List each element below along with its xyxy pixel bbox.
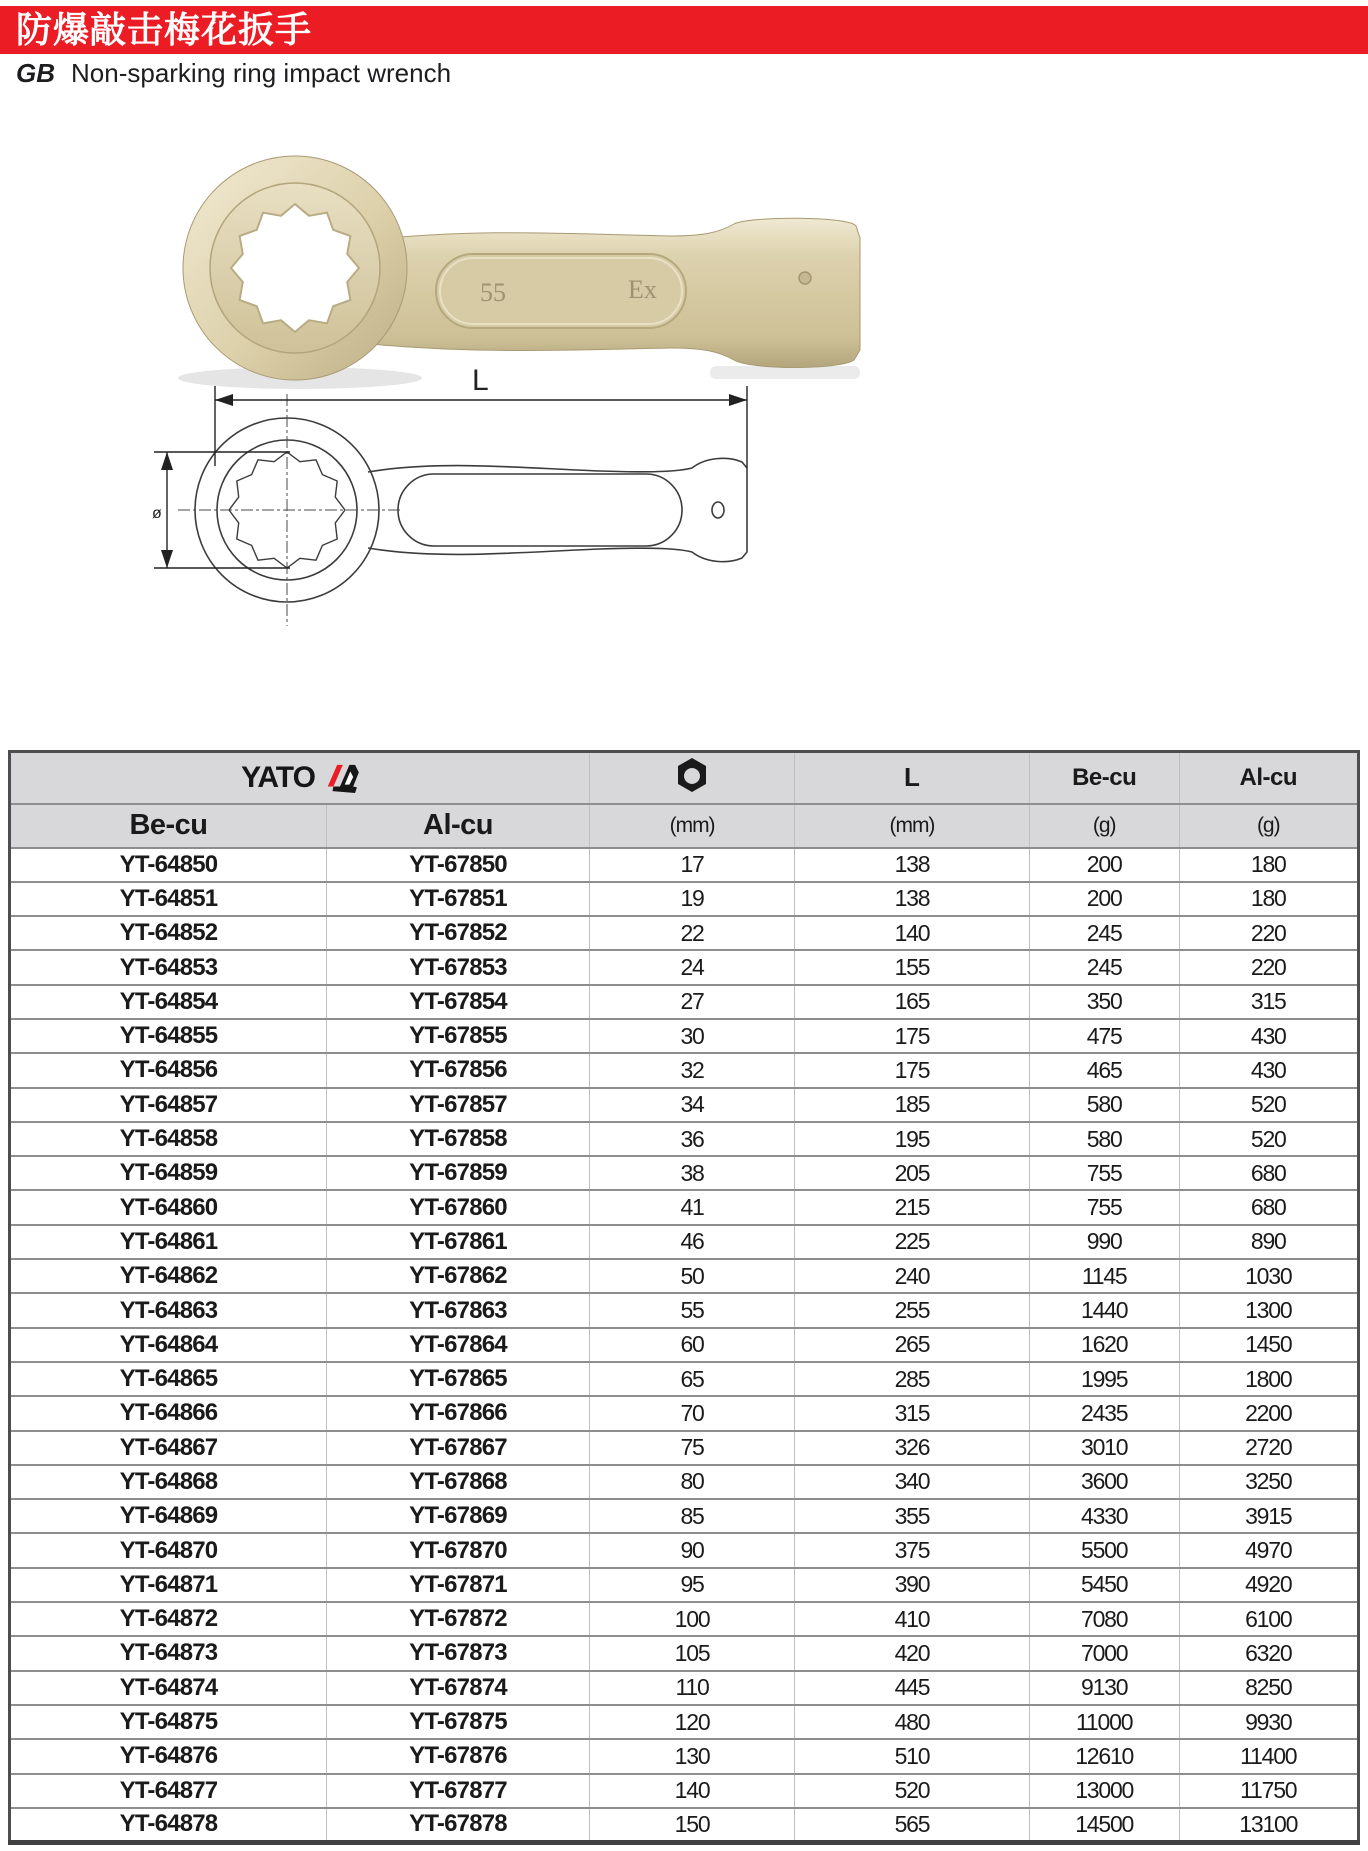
cell-length-mm: 315 <box>795 1396 1030 1430</box>
cell-length-mm: 215 <box>795 1190 1030 1224</box>
alcu-unit-header: (g) <box>1179 804 1358 848</box>
cell-size-mm: 22 <box>590 916 795 950</box>
cell-becu-code: YT-64867 <box>10 1431 327 1465</box>
cell-alcu-weight: 1450 <box>1179 1328 1358 1362</box>
cell-alcu-weight: 13100 <box>1179 1808 1358 1842</box>
cell-becu-code: YT-64875 <box>10 1705 327 1739</box>
cell-alcu-weight: 180 <box>1179 848 1358 882</box>
table-row <box>10 1122 1359 1156</box>
table-row <box>10 1396 1359 1430</box>
table-row <box>10 950 1359 984</box>
cell-alcu-weight: 11400 <box>1179 1739 1358 1773</box>
cell-becu-weight: 245 <box>1029 950 1179 984</box>
cell-becu-weight: 580 <box>1029 1088 1179 1122</box>
cell-becu-weight: 5500 <box>1029 1533 1179 1567</box>
cell-size-mm: 50 <box>590 1259 795 1293</box>
cell-becu-weight: 1620 <box>1029 1328 1179 1362</box>
cell-alcu-code: YT-67876 <box>327 1739 590 1773</box>
cell-alcu-code: YT-67853 <box>327 950 590 984</box>
cell-becu-code: YT-64873 <box>10 1636 327 1670</box>
cell-length-mm: 155 <box>795 950 1030 984</box>
size-unit-header: (mm) <box>590 804 795 848</box>
cell-becu-weight: 475 <box>1029 1019 1179 1053</box>
hex-nut-icon <box>675 757 709 793</box>
cell-size-mm: 75 <box>590 1431 795 1465</box>
cell-length-mm: 445 <box>795 1671 1030 1705</box>
cell-becu-code: YT-64871 <box>10 1568 327 1602</box>
table-row <box>10 882 1359 916</box>
table-row <box>10 916 1359 950</box>
cell-length-mm: 175 <box>795 1019 1030 1053</box>
cell-alcu-code: YT-67852 <box>327 916 590 950</box>
cell-alcu-code: YT-67850 <box>327 848 590 882</box>
cell-size-mm: 100 <box>590 1602 795 1636</box>
cell-becu-weight: 14500 <box>1029 1808 1179 1842</box>
arrow-right <box>729 394 747 406</box>
cell-becu-code: YT-64859 <box>10 1156 327 1190</box>
cell-size-mm: 65 <box>590 1362 795 1396</box>
cell-alcu-code: YT-67861 <box>327 1225 590 1259</box>
subtitle-line <box>16 58 451 88</box>
table-row <box>10 1705 1359 1739</box>
wrench-dimple <box>799 272 811 284</box>
table-row <box>10 1088 1359 1122</box>
arrow-left <box>215 394 233 406</box>
cell-becu-weight: 7000 <box>1029 1636 1179 1670</box>
cell-size-mm: 41 <box>590 1190 795 1224</box>
cell-length-mm: 410 <box>795 1602 1030 1636</box>
table-row <box>10 1499 1359 1533</box>
cell-becu-code: YT-64878 <box>10 1808 327 1842</box>
cell-alcu-weight: 11750 <box>1179 1774 1358 1808</box>
diagram-panel <box>398 474 682 546</box>
cell-size-mm: 38 <box>590 1156 795 1190</box>
cell-alcu-weight: 520 <box>1179 1122 1358 1156</box>
cell-size-mm: 130 <box>590 1739 795 1773</box>
cell-alcu-weight: 680 <box>1179 1156 1358 1190</box>
cell-alcu-code: YT-67875 <box>327 1705 590 1739</box>
product-photo <box>150 128 870 403</box>
cell-becu-weight: 3010 <box>1029 1431 1179 1465</box>
cell-alcu-code: YT-67878 <box>327 1808 590 1842</box>
cell-alcu-weight: 220 <box>1179 950 1358 984</box>
cell-length-mm: 205 <box>795 1156 1030 1190</box>
cell-becu-code: YT-64866 <box>10 1396 327 1430</box>
table-row <box>10 1431 1359 1465</box>
cell-alcu-weight: 2720 <box>1179 1431 1358 1465</box>
cell-alcu-code: YT-67855 <box>327 1019 590 1053</box>
cell-alcu-weight: 430 <box>1179 1053 1358 1087</box>
cell-alcu-weight: 9930 <box>1179 1705 1358 1739</box>
cell-length-mm: 240 <box>795 1259 1030 1293</box>
cell-becu-weight: 11000 <box>1029 1705 1179 1739</box>
cell-alcu-code: YT-67868 <box>327 1465 590 1499</box>
stamp-ex: Ex <box>628 275 657 304</box>
page-subtitle: Non-sparking ring impact wrench <box>71 58 452 88</box>
table-row <box>10 1019 1359 1053</box>
table-row <box>10 1328 1359 1362</box>
cell-alcu-weight: 680 <box>1179 1190 1358 1224</box>
cell-size-mm: 17 <box>590 848 795 882</box>
cell-becu-weight: 990 <box>1029 1225 1179 1259</box>
cell-becu-weight: 13000 <box>1029 1774 1179 1808</box>
cell-size-mm: 27 <box>590 985 795 1019</box>
cell-becu-code: YT-64855 <box>10 1019 327 1053</box>
cell-becu-code: YT-64854 <box>10 985 327 1019</box>
cell-alcu-code: YT-67870 <box>327 1533 590 1567</box>
cell-becu-code: YT-64865 <box>10 1362 327 1396</box>
stamp-size: 55 <box>480 278 506 307</box>
table-row <box>10 1636 1359 1670</box>
cell-alcu-weight: 1300 <box>1179 1293 1358 1327</box>
cell-becu-weight: 1440 <box>1029 1293 1179 1327</box>
cell-length-mm: 285 <box>795 1362 1030 1396</box>
dim-L-label: L <box>472 368 489 397</box>
cell-size-mm: 85 <box>590 1499 795 1533</box>
cell-becu-code: YT-64876 <box>10 1739 327 1773</box>
cell-length-mm: 225 <box>795 1225 1030 1259</box>
cell-becu-code: YT-64853 <box>10 950 327 984</box>
cell-length-mm: 185 <box>795 1088 1030 1122</box>
spec-table <box>8 750 1360 1845</box>
table-row <box>10 985 1359 1019</box>
cell-becu-code: YT-64870 <box>10 1533 327 1567</box>
becu-unit-header: (g) <box>1029 804 1179 848</box>
cell-becu-weight: 580 <box>1029 1122 1179 1156</box>
table-row <box>10 1568 1359 1602</box>
cell-alcu-code: YT-67851 <box>327 882 590 916</box>
cell-length-mm: 565 <box>795 1808 1030 1842</box>
cell-alcu-weight: 430 <box>1179 1019 1358 1053</box>
cell-becu-code: YT-64868 <box>10 1465 327 1499</box>
cell-alcu-code: YT-67877 <box>327 1774 590 1808</box>
cell-length-mm: 326 <box>795 1431 1030 1465</box>
cell-becu-code: YT-64858 <box>10 1122 327 1156</box>
table-row <box>10 1053 1359 1087</box>
cell-size-mm: 140 <box>590 1774 795 1808</box>
cell-size-mm: 30 <box>590 1019 795 1053</box>
diagram-hole <box>712 502 724 518</box>
becu-weight-header-cell: Be-cu <box>1029 752 1179 804</box>
cell-becu-code: YT-64877 <box>10 1774 327 1808</box>
page-title: 防爆敲击梅花扳手 <box>16 9 313 50</box>
cell-becu-weight: 350 <box>1029 985 1179 1019</box>
cell-becu-weight: 7080 <box>1029 1602 1179 1636</box>
arrow-down <box>161 550 173 568</box>
cell-alcu-weight: 4920 <box>1179 1568 1358 1602</box>
cell-alcu-weight: 4970 <box>1179 1533 1358 1567</box>
cell-size-mm: 34 <box>590 1088 795 1122</box>
cell-length-mm: 265 <box>795 1328 1030 1362</box>
cell-alcu-code: YT-67874 <box>327 1671 590 1705</box>
cell-alcu-code: YT-67859 <box>327 1156 590 1190</box>
cell-alcu-code: YT-67863 <box>327 1293 590 1327</box>
table-row <box>10 1739 1359 1773</box>
cell-becu-weight: 9130 <box>1029 1671 1179 1705</box>
table-row <box>10 1225 1359 1259</box>
cell-alcu-code: YT-67857 <box>327 1088 590 1122</box>
cell-alcu-code: YT-67864 <box>327 1328 590 1362</box>
table-row <box>10 1362 1359 1396</box>
cell-length-mm: 165 <box>795 985 1030 1019</box>
cell-size-mm: 24 <box>590 950 795 984</box>
alcu-weight-header-cell: Al-cu <box>1179 752 1358 804</box>
cell-alcu-code: YT-67873 <box>327 1636 590 1670</box>
cell-alcu-code: YT-67866 <box>327 1396 590 1430</box>
dim-d-label: ø <box>152 505 162 522</box>
cell-size-mm: 32 <box>590 1053 795 1087</box>
cell-becu-code: YT-64864 <box>10 1328 327 1362</box>
cell-becu-weight: 755 <box>1029 1156 1179 1190</box>
cell-length-mm: 420 <box>795 1636 1030 1670</box>
cell-alcu-code: YT-67858 <box>327 1122 590 1156</box>
cell-becu-weight: 200 <box>1029 882 1179 916</box>
cell-size-mm: 36 <box>590 1122 795 1156</box>
cell-becu-code: YT-64862 <box>10 1259 327 1293</box>
cell-becu-weight: 245 <box>1029 916 1179 950</box>
language-code: GB <box>16 58 55 88</box>
cell-alcu-code: YT-67862 <box>327 1259 590 1293</box>
table-row <box>10 1533 1359 1567</box>
table-row <box>10 1190 1359 1224</box>
cell-alcu-weight: 890 <box>1179 1225 1358 1259</box>
cell-alcu-code: YT-67871 <box>327 1568 590 1602</box>
table-header-row-2 <box>10 804 1359 848</box>
cell-becu-code: YT-64850 <box>10 848 327 882</box>
cell-length-mm: 520 <box>795 1774 1030 1808</box>
brand-name: YATO <box>241 760 315 794</box>
arrow-up <box>161 452 173 470</box>
cell-length-mm: 510 <box>795 1739 1030 1773</box>
cell-becu-code: YT-64872 <box>10 1602 327 1636</box>
cell-alcu-weight: 3250 <box>1179 1465 1358 1499</box>
cell-alcu-weight: 220 <box>1179 916 1358 950</box>
yato-logo-icon <box>321 762 359 794</box>
cell-length-mm: 138 <box>795 848 1030 882</box>
table-row <box>10 1671 1359 1705</box>
cell-becu-code: YT-64869 <box>10 1499 327 1533</box>
cell-size-mm: 19 <box>590 882 795 916</box>
cell-size-mm: 80 <box>590 1465 795 1499</box>
cell-alcu-weight: 315 <box>1179 985 1358 1019</box>
table-row <box>10 1259 1359 1293</box>
cell-alcu-weight: 1030 <box>1179 1259 1358 1293</box>
cell-alcu-code: YT-67854 <box>327 985 590 1019</box>
cell-length-mm: 340 <box>795 1465 1030 1499</box>
cell-size-mm: 90 <box>590 1533 795 1567</box>
cell-becu-weight: 200 <box>1029 848 1179 882</box>
cell-alcu-weight: 2200 <box>1179 1396 1358 1430</box>
cell-length-mm: 255 <box>795 1293 1030 1327</box>
cell-becu-weight: 4330 <box>1029 1499 1179 1533</box>
cell-alcu-code: YT-67867 <box>327 1431 590 1465</box>
table-row <box>10 1774 1359 1808</box>
cell-becu-code: YT-64856 <box>10 1053 327 1087</box>
cell-becu-code: YT-64861 <box>10 1225 327 1259</box>
cell-size-mm: 95 <box>590 1568 795 1602</box>
table-row <box>10 1808 1359 1842</box>
cell-becu-code: YT-64860 <box>10 1190 327 1224</box>
table-row <box>10 1293 1359 1327</box>
cell-alcu-weight: 6320 <box>1179 1636 1358 1670</box>
cell-becu-weight: 12610 <box>1029 1739 1179 1773</box>
cell-length-mm: 480 <box>795 1705 1030 1739</box>
cell-length-mm: 195 <box>795 1122 1030 1156</box>
table-header-row-1 <box>10 752 1359 804</box>
table-row <box>10 1465 1359 1499</box>
cell-length-mm: 138 <box>795 882 1030 916</box>
cell-size-mm: 120 <box>590 1705 795 1739</box>
cell-alcu-code: YT-67856 <box>327 1053 590 1087</box>
cell-length-mm: 375 <box>795 1533 1030 1567</box>
cell-becu-weight: 755 <box>1029 1190 1179 1224</box>
cell-size-mm: 46 <box>590 1225 795 1259</box>
cell-alcu-weight: 6100 <box>1179 1602 1358 1636</box>
cell-alcu-weight: 8250 <box>1179 1671 1358 1705</box>
cell-becu-code: YT-64852 <box>10 916 327 950</box>
table-row <box>10 1156 1359 1190</box>
cell-alcu-code: YT-67865 <box>327 1362 590 1396</box>
alcu-code-header: Al-cu <box>327 804 590 848</box>
length-unit-header: (mm) <box>795 804 1030 848</box>
size-header-cell <box>590 752 795 804</box>
cell-alcu-code: YT-67869 <box>327 1499 590 1533</box>
cell-becu-weight: 1145 <box>1029 1259 1179 1293</box>
cell-becu-code: YT-64863 <box>10 1293 327 1327</box>
cell-alcu-weight: 180 <box>1179 882 1358 916</box>
cell-becu-code: YT-64857 <box>10 1088 327 1122</box>
cell-size-mm: 60 <box>590 1328 795 1362</box>
cell-becu-weight: 465 <box>1029 1053 1179 1087</box>
cell-size-mm: 110 <box>590 1671 795 1705</box>
cell-becu-code: YT-64874 <box>10 1671 327 1705</box>
cell-length-mm: 140 <box>795 916 1030 950</box>
length-header-cell: L <box>795 752 1030 804</box>
cell-size-mm: 150 <box>590 1808 795 1842</box>
cell-becu-weight: 3600 <box>1029 1465 1179 1499</box>
cell-alcu-weight: 3915 <box>1179 1499 1358 1533</box>
cell-alcu-code: YT-67872 <box>327 1602 590 1636</box>
table-row <box>10 848 1359 882</box>
brand-cell <box>10 752 590 804</box>
cell-length-mm: 175 <box>795 1053 1030 1087</box>
cell-becu-weight: 5450 <box>1029 1568 1179 1602</box>
table-row <box>10 1602 1359 1636</box>
cell-size-mm: 55 <box>590 1293 795 1327</box>
cell-becu-weight: 1995 <box>1029 1362 1179 1396</box>
dimension-diagram <box>140 368 800 636</box>
page-title-bar <box>0 6 1368 54</box>
cell-size-mm: 105 <box>590 1636 795 1670</box>
cell-alcu-weight: 520 <box>1179 1088 1358 1122</box>
cell-length-mm: 390 <box>795 1568 1030 1602</box>
cell-length-mm: 355 <box>795 1499 1030 1533</box>
cell-alcu-code: YT-67860 <box>327 1190 590 1224</box>
cell-becu-weight: 2435 <box>1029 1396 1179 1430</box>
cell-becu-code: YT-64851 <box>10 882 327 916</box>
cell-alcu-weight: 1800 <box>1179 1362 1358 1396</box>
becu-code-header: Be-cu <box>10 804 327 848</box>
cell-size-mm: 70 <box>590 1396 795 1430</box>
